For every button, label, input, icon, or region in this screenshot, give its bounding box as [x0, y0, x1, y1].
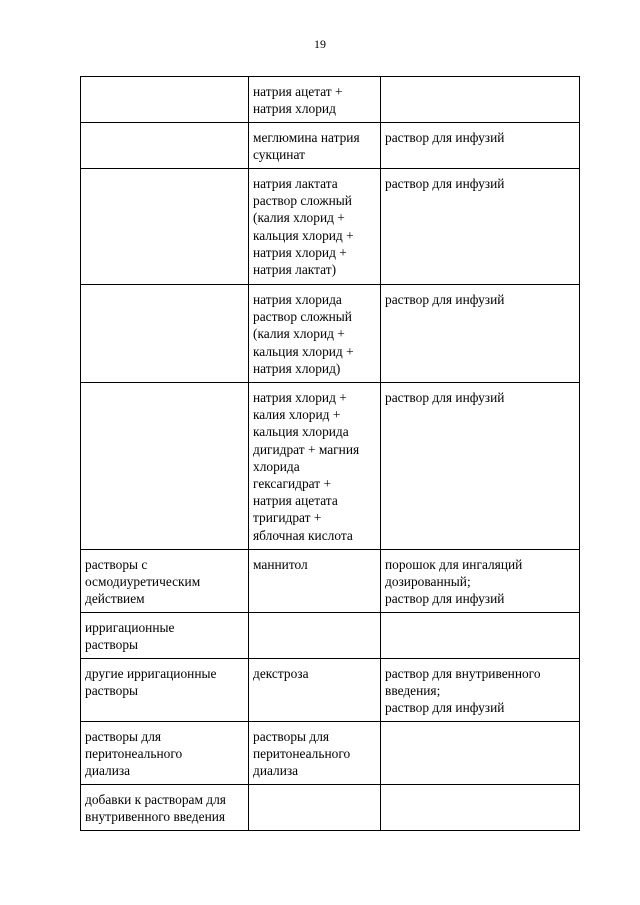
cell-text-line: маннитол	[253, 557, 308, 572]
cell-text-line: раствор для инфузий	[385, 292, 505, 307]
cell-text-line: раствор для инфузий	[385, 130, 505, 145]
group-cell	[81, 722, 249, 785]
group-cell	[81, 550, 249, 613]
group-cell	[81, 285, 249, 383]
cell-text-line: осмодиуретическим	[85, 574, 201, 590]
cell-text-line: раствор сложный	[253, 193, 352, 209]
cell-text-line: ирригационные	[85, 620, 175, 635]
cell-text-line: натрия ацетат +	[253, 84, 343, 99]
table-row	[81, 169, 580, 285]
cell-text-line: натрия хлорида	[253, 292, 342, 307]
cell-text-line: порошок для ингаляций	[385, 557, 523, 572]
cell-text-line: растворы с	[85, 557, 148, 572]
cell-text-line: раствор для внутривенного	[385, 666, 541, 681]
substance-cell	[249, 285, 381, 383]
cell-text-line: добавки к растворам для	[85, 792, 226, 807]
cell-text-line: другие ирригационные	[85, 666, 217, 681]
cell-text-line: перитонеального	[85, 746, 183, 762]
cell-text-line: раствор для инфузий	[385, 176, 505, 191]
cell-text-line: натрия хлорид +	[253, 390, 347, 405]
cell-text-line: кальция хлорид +	[253, 227, 354, 243]
table-row	[81, 285, 580, 383]
form-cell	[381, 785, 580, 831]
cell-text-line: (калия хлорид +	[253, 210, 345, 226]
cell-text-line: перитонеального	[253, 746, 351, 762]
cell-text-line: диализа	[85, 763, 131, 779]
cell-text-line: раствор сложный	[253, 309, 352, 325]
table-row	[81, 785, 580, 831]
group-cell	[81, 785, 249, 831]
cell-text-line: растворы для	[253, 729, 330, 744]
cell-text-line: натрия ацетата	[253, 493, 338, 509]
cell-text-line: сукцинат	[253, 147, 305, 163]
cell-text-line: яблочная кислота	[253, 527, 353, 543]
group-cell	[81, 169, 249, 285]
cell-text-line: введения;	[385, 683, 441, 699]
form-cell	[381, 722, 580, 785]
form-cell	[381, 123, 580, 169]
cell-text-line: дигидрат + магния	[253, 441, 360, 457]
cell-text-line: диализа	[253, 763, 299, 779]
substance-cell	[249, 169, 381, 285]
table-row	[81, 123, 580, 169]
cell-text-line: натрия лактата	[253, 176, 338, 191]
form-cell	[381, 285, 580, 383]
substance-cell	[249, 550, 381, 613]
table-row	[81, 722, 580, 785]
form-cell	[381, 613, 580, 659]
cell-text-line: калия хлорид +	[253, 407, 341, 423]
substance-cell	[249, 613, 381, 659]
substance-cell	[249, 659, 381, 722]
cell-text-line: натрия хлорид	[253, 101, 336, 117]
cell-text-line: дозированный;	[385, 574, 471, 590]
cell-text-line: натрия хлорид)	[253, 360, 341, 376]
table-row	[81, 659, 580, 722]
group-cell	[81, 383, 249, 550]
cell-text-line: гексагидрат +	[253, 476, 331, 492]
cell-text-line: натрия хлорид +	[253, 244, 347, 260]
group-cell	[81, 123, 249, 169]
cell-text-line: хлорида	[253, 458, 300, 474]
group-cell	[81, 613, 249, 659]
form-cell	[381, 659, 580, 722]
cell-text-line: натрия лактат)	[253, 262, 337, 278]
cell-text-line: раствор для инфузий	[385, 390, 505, 405]
table-row	[81, 550, 580, 613]
cell-text-line: тригидрат +	[253, 510, 322, 526]
form-cell	[381, 169, 580, 285]
form-cell	[381, 383, 580, 550]
cell-text-line: (калия хлорид +	[253, 326, 345, 342]
substance-cell	[249, 722, 381, 785]
table-row	[81, 77, 580, 123]
form-cell	[381, 550, 580, 613]
cell-text-line: растворы	[85, 637, 139, 653]
group-cell	[81, 659, 249, 722]
cell-text-line: меглюмина натрия	[253, 130, 360, 145]
cell-text-line: кальция хлорид +	[253, 343, 354, 359]
table-row	[81, 613, 580, 659]
cell-text-line: раствор для инфузий	[385, 700, 505, 716]
cell-text-line: раствор для инфузий	[385, 591, 505, 607]
substance-cell	[249, 123, 381, 169]
cell-text-line: кальция хлорида	[253, 424, 349, 440]
cell-text-line: внутривенного введения	[85, 809, 226, 825]
table-row	[81, 383, 580, 550]
cell-text-line: растворы для	[85, 729, 162, 744]
drug-table	[80, 76, 580, 831]
substance-cell	[249, 785, 381, 831]
cell-text-line: действием	[85, 591, 145, 607]
cell-text-line: декстроза	[253, 666, 309, 681]
substance-cell	[249, 77, 381, 123]
group-cell	[81, 77, 249, 123]
cell-text-line: растворы	[85, 683, 139, 699]
page-number: 19	[314, 37, 326, 51]
form-cell	[381, 77, 580, 123]
substance-cell	[249, 383, 381, 550]
